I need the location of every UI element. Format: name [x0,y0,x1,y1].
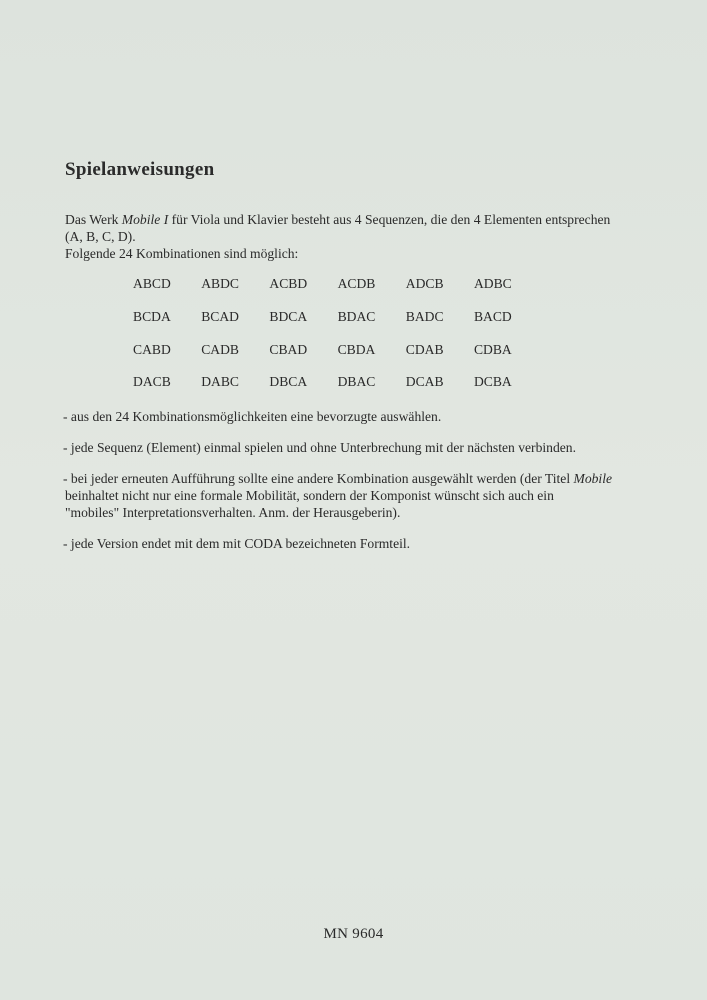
combination-item: CDAB [405,341,444,357]
intro-line-1-pre: Das Werk [65,212,122,227]
combination-item: BDAC [337,308,376,324]
intro-paragraph [65,211,665,262]
combination-item: BCAD [201,308,239,324]
instruction-3-line-2: beinhaltet nicht nur eine formale Mobilität, sondern der Komponist wünscht sich auch ein [65,488,554,503]
combination-item: BCDA [133,308,171,324]
combination-item: DBAC [337,374,376,390]
intro-line-2: (A, B, C, D). [65,229,136,244]
intro-line-3: Folgende 24 Kombinationen sind möglich: [65,246,299,261]
combination-item: ADBC [473,276,512,291]
combination-item: CBDA [337,341,376,357]
combination-item: CBAD [269,341,308,357]
combination-item: DCAB [405,374,444,390]
combination-item: ACDB [337,276,376,291]
combination-item: BDCA [269,308,308,324]
combination-item: ABCD [133,276,171,291]
combination-item: CABD [133,341,171,357]
combination-item: ADCB [405,276,444,291]
combination-item: BADC [405,308,444,324]
intro-line-1-post: für Viola und Klavier besteht aus 4 Sequenzen, die den 4 Elementen entsprechen [168,212,611,227]
instruction-3-line-3: "mobiles" Interpretationsverhalten. Anm. der Herausgeberin). [65,505,401,520]
combination-item: ACBD [269,276,308,291]
work-title: Mobile I [121,212,169,227]
page-title: Spielanweisungen [65,159,215,180]
catalog-number: MN 9604 [323,926,384,942]
combination-item: DCBA [473,374,512,390]
instruction-item-3 [63,470,663,521]
combination-item: DACB [133,374,171,390]
instruction-list [63,408,663,566]
combination-item: CDBA [473,341,512,357]
combination-grid [133,276,542,407]
combination-item: ABDC [201,276,239,291]
instruction-3-title: Mobile [573,471,613,486]
instruction-item-4: - jede Version endet mit dem mit CODA bezeichneten Formteil. [63,536,411,551]
instruction-item-2: - jede Sequenz (Element) einmal spielen und ohne Unterbrechung mit der nächsten verbinden. [63,440,576,455]
combination-item: DBCA [269,374,308,390]
combination-item: CADB [201,341,239,357]
instruction-item-1: - aus den 24 Kombinationsmöglichkeiten eine bevorzugte auswählen. [63,409,442,424]
combination-item: DABC [201,374,239,390]
instruction-3-pre: - bei jeder erneuten Aufführung sollte eine andere Kombination ausgewählt werden (der Titel [63,471,574,486]
intro-line-1 [65,211,665,228]
combination-item: BACD [473,308,512,324]
